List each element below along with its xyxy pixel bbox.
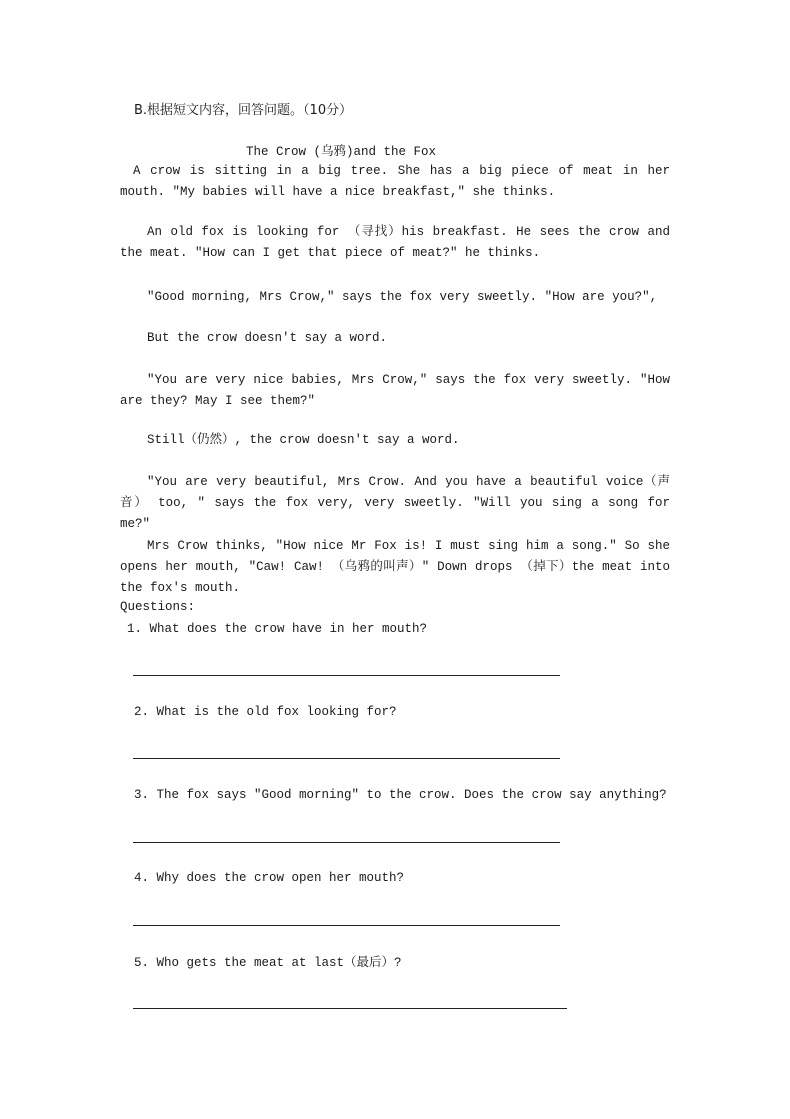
answer-line-4[interactable] — [133, 925, 560, 926]
question-4: 4. Why does the crow open her mouth? — [134, 871, 405, 885]
story-paragraph-3: "Good morning, Mrs Crow," says the fox very sweetly. "How are you?", — [147, 290, 658, 304]
section-header: B.根据短文内容，回答问题。（10分） — [134, 103, 353, 118]
answer-line-3[interactable] — [133, 842, 560, 843]
story-paragraph-8: Mrs Crow thinks, "How nice Mr Fox is! I must sing him a song." So she opens her mouth, "Caw! Caw! （乌鸦的叫声）" Down drops （掉下）the meat into the fox's mouth. — [120, 539, 670, 595]
answer-line-1[interactable] — [133, 675, 560, 676]
answer-line-2[interactable] — [133, 758, 560, 759]
question-2: 2. What is the old fox looking for? — [134, 705, 397, 719]
story-paragraph-7: "You are very beautiful, Mrs Crow. And you have a beautiful voice（声音） too, " says the fox very, very sweetly. "Will you sing a song for me?" — [120, 475, 670, 531]
question-3: 3. The fox says "Good morning" to the crow. Does the crow say anything? — [134, 788, 667, 802]
question-5: 5. Who gets the meat at last（最后）? — [134, 956, 402, 970]
question-1: 1. What does the crow have in her mouth? — [127, 622, 428, 636]
story-paragraph-5: "You are very nice babies, Mrs Crow," says the fox very sweetly. "How are they? May I see them?" — [120, 373, 670, 408]
questions-heading: Questions: — [120, 600, 196, 614]
story-title: The Crow (乌鸦)and the Fox — [246, 145, 437, 159]
story-paragraph-4: But the crow doesn't say a word. — [147, 331, 388, 345]
story-paragraph-6: Still（仍然）, the crow doesn't say a word. — [147, 433, 460, 447]
story-paragraph-2: An old fox is looking for （寻找）his breakfast. He sees the crow and the meat. "How can I get that piece of meat?" he thinks. — [120, 225, 670, 260]
story-paragraph-1: A crow is sitting in a big tree. She has a big piece of meat in her mouth. "My babies will have a nice breakfast," she thinks. — [120, 164, 670, 199]
answer-line-5[interactable] — [133, 1008, 567, 1009]
